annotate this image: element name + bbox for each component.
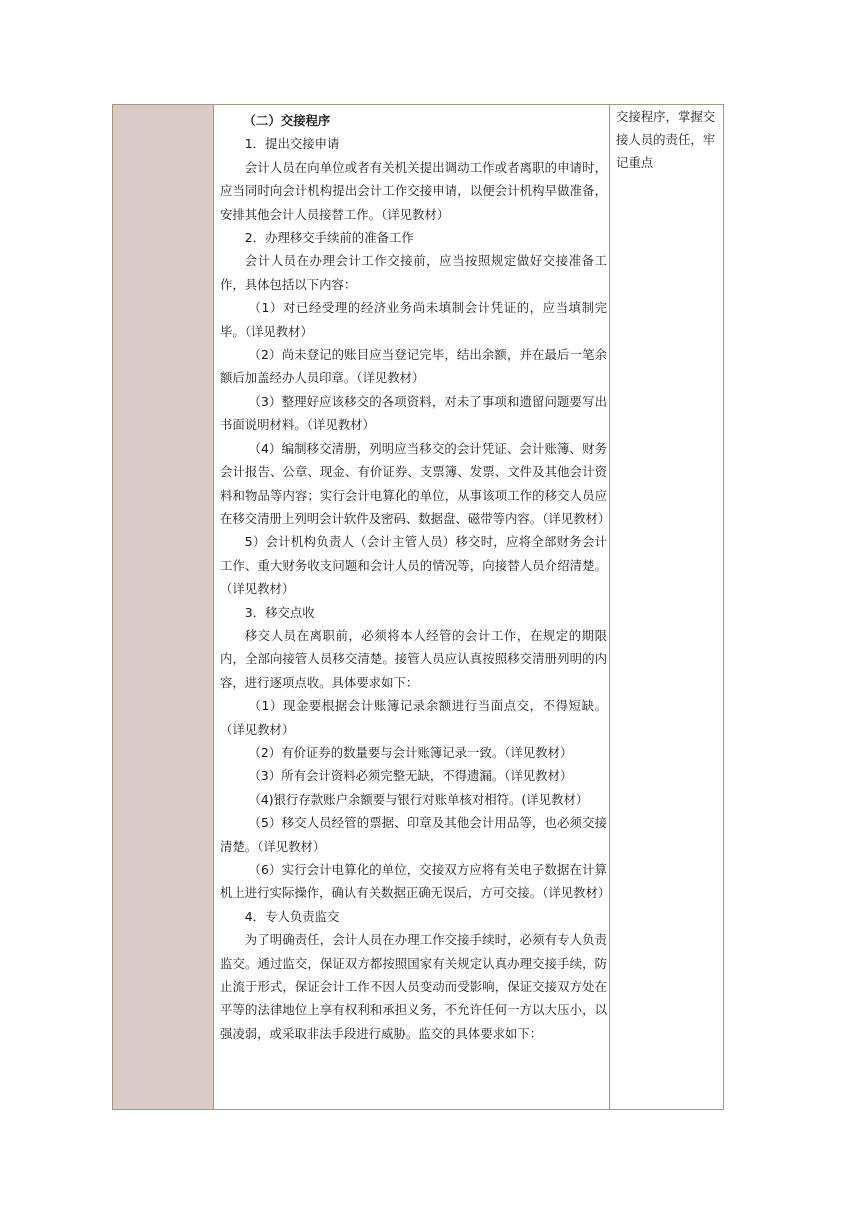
list-item: （4）编制移交清册，列明应当移交的会计凭证、会计账簿、财务会计报告、公章、现金、有价证券、支票簿、发票、文件及其他会计资料和物品等内容；实行会计电算化的单位，从事该项工作的移交人员应在移交清册上列明会计软件及密码、数据盘、磁带等内容。（详见教材） xyxy=(220,440,611,526)
list-item: （3）整理好应该移交的各项资料，对未了事项和遗留问题要写出书面说明材料。（详见教材） xyxy=(220,393,607,433)
list-item: （6）实行会计电算化的单位，交接双方应将有关电子数据在计算机上进行实际操作，确认有关数据正确无误后，方可交接。（详见教材） xyxy=(220,862,611,901)
subheading-submit-request: 1．提出交接申请 xyxy=(244,136,340,152)
content-table xyxy=(112,104,724,1110)
subheading-preparation: 2．办理移交手续前的准备工作 xyxy=(244,230,414,246)
note-text: 交接程序，掌握交接人员的责任，牢记重点 xyxy=(616,109,716,170)
list-item: （4)银行存款账户余额要与银行对账单核对相符。(详见教材） xyxy=(248,791,589,807)
paragraph: 为了明确责任，会计人员在办理工作交接手续时，必须有专人负责监交。通过监交，保证双方都按照国家有关规定认真办理交接手续，防止流于形式，保证会计工作不因人员变动而受影响，保证交接双方处在平等的法律地位上享有权利和承担义务，不允许任何一方以大压小，以强凌弱，或采取非法手段进行威胁。监交的具体要求如下： xyxy=(220,932,607,1041)
paragraph: 移交人员在离职前，必须将本人经管的会计工作，在规定的期限内，全部向接管人员移交清楚。接管人员应认真按照移交清册列明的内容，进行逐项点收。具体要求如下： xyxy=(220,627,607,690)
notes-column xyxy=(610,105,723,1109)
left-shaded-column xyxy=(113,105,214,1109)
list-item: （1）对已经受理的经济业务尚未填制会计凭证的，应当填制完毕。（详见教材） xyxy=(220,300,607,339)
paragraph: 会计人员在向单位或者有关机关提出调动工作或者离职的申请时，应当同时向会计机构提出会计工作交接申请，以便会计机构早做准备，安排其他会计人员接替工作。（详见教材） xyxy=(220,159,607,222)
list-item: （1）现金要根据会计账簿记录余额进行当面点交，不得短缺。（详见教材） xyxy=(220,698,607,737)
main-content-column xyxy=(214,105,610,1109)
list-item: （5）移交人员经管的票据、印章及其他会计用品等，也必须交接清楚。（详见教材） xyxy=(220,815,607,854)
list-item: （2）有价证券的数量要与会计账簿记录一致。（详见教材） xyxy=(248,744,573,760)
subheading-supervision: 4．专人负责监交 xyxy=(244,908,340,924)
list-item: （2）尚未登记的账目应当登记完毕，结出余额，并在最后一笔余额后加盖经办人员印章。（详见教材） xyxy=(220,347,607,386)
paragraph: 会计人员在办理会计工作交接前，应当按照规定做好交接准备工作，具体包括以下内容： xyxy=(220,253,607,292)
subheading-handover-check: 3．移交点收 xyxy=(244,604,315,620)
list-item: 5）会计机构负责人（会计主管人员）移交时，应将全部财务会计工作、重大财务收支问题和会计人员的情况等，向接替人员介绍清楚。（详见教材） xyxy=(220,534,607,597)
section-title: （二）交接程序 xyxy=(243,113,331,128)
list-item: （3）所有会计资料必须完整无缺，不得遗漏。（详见教材） xyxy=(248,768,573,784)
